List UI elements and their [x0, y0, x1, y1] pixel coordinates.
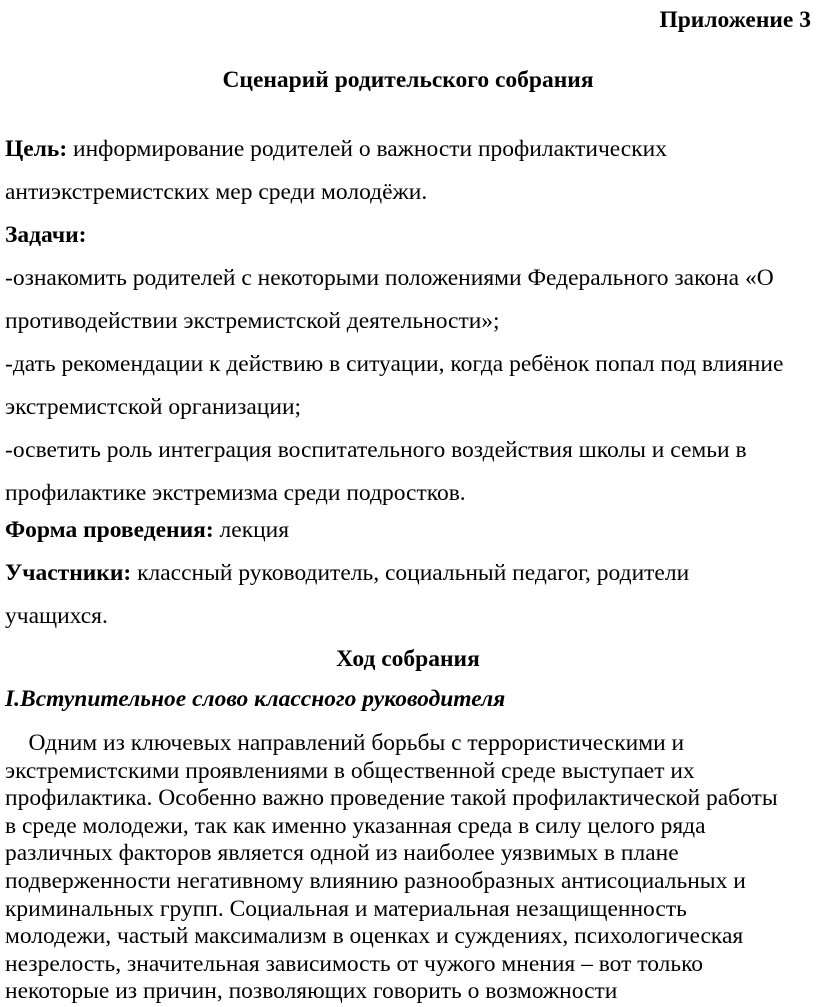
participants-line-2: учащихся. [5, 603, 108, 629]
task-line: экстремистской организации; [5, 394, 302, 420]
form-line [5, 516, 289, 544]
participants-label: Участники: [5, 560, 132, 586]
task-line: противодействии экстремистской деятельности»; [5, 308, 500, 334]
participants-line-1 [5, 559, 689, 587]
tasks-label: Задачи: [5, 222, 87, 248]
section-heading: Ход собрания [336, 646, 480, 672]
task-line: -ознакомить родителей с некоторыми положениями Федерального закона «О [5, 265, 774, 291]
body-line: молодежи, частый максимализм в оценках и суждениях, психологическая [5, 923, 744, 950]
body-line: Одним из ключевых направлений борьбы с террористическими и [5, 730, 685, 756]
body-line: незрелость, значительная зависимость от чужого мнения – вот только [5, 950, 704, 977]
goal-line-2: антиэкстремистских мер среди молодёжи. [5, 179, 428, 205]
body-line: криминальных групп. Социальная и материальная незащищенность [5, 895, 687, 922]
body-paragraph [5, 730, 811, 1006]
body-line: некоторые из причин, позволяющих говорить о возможности [5, 978, 618, 1005]
form-label: Форма проведения: [5, 517, 214, 543]
body-line: подверженности негативному влиянию разнообразных антисоциальных и [5, 867, 746, 894]
body-line: экстремистскими проявлениями в общественной среде выступает их [5, 757, 695, 784]
body-line: в среде молодежи, так как именно указанная среда в силу целого ряда [5, 812, 706, 839]
task-line: -осветить роль интеграция воспитательного воздействия школы и семьи в [5, 437, 747, 463]
goal-line-1 [5, 135, 667, 163]
page-title: Сценарий родительского собрания [222, 67, 594, 93]
goal-text-1: информирование родителей о важности профилактических [67, 136, 667, 162]
appendix-label: Приложение 3 [659, 7, 811, 33]
task-line: профилактике экстремизма среди подростков. [5, 480, 466, 506]
form-value: лекция [213, 517, 290, 543]
participants-text-1: классный руководитель, социальный педагог, родители [131, 560, 690, 586]
body-line: профилактика. Особенно важно проведение такой профилактической работы [5, 785, 778, 812]
task-line: -дать рекомендации к действию в ситуации, когда ребёнок попал под влияние [5, 351, 784, 377]
body-line: различных факторов является одной из наиболее уязвимых в плане [5, 840, 679, 867]
section-subheading: I.Вступительное слово классного руководителя [5, 686, 506, 712]
goal-label: Цель: [5, 136, 68, 162]
